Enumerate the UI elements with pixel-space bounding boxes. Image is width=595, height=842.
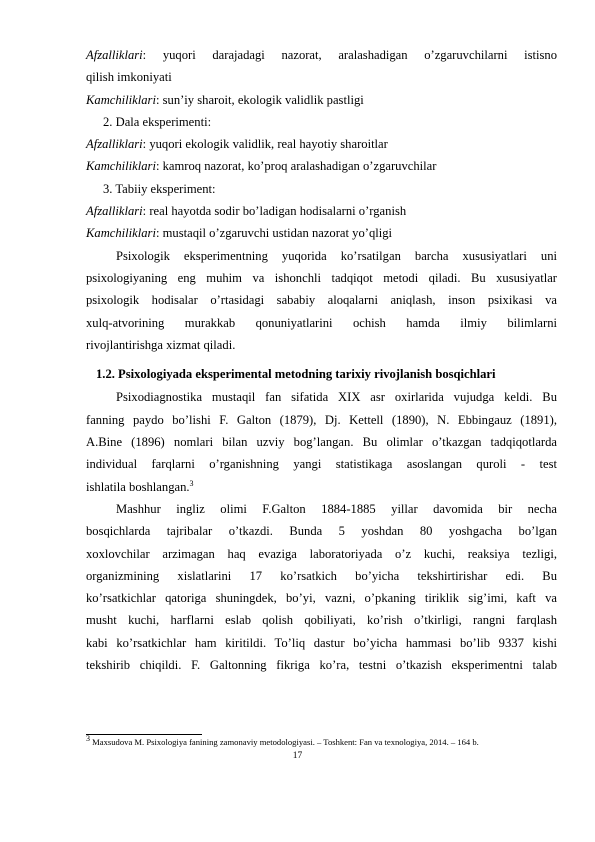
footnote-divider [86,734,202,735]
text-line: Psixodiagnostika mustaqil fan sifatida XIX asr oxirlarida vujudga keldi. Bu [116,390,557,405]
text-line: ishlatila boshlangan.$^3$ [86,478,194,494]
term-disadvantages: Kamchiliklari [86,159,156,174]
text-line: tekshirib chiqildi. F. Galtonning fikriga ko’ra, testni o’tkazish eksperimentni talab [86,658,557,673]
text-line: qilish imkoniyati [86,70,172,85]
text-line: kabi ko’rsatkichlar ham kiritildi. To’liq dastur bo’yicha hammasi bo’lib 9337 kishi [86,635,557,650]
page-number: 17 [292,751,303,761]
footnote-mark: 3 [86,734,90,744]
text-line: bosqichlarda tajribalar o’tkazdi. Bunda 5 yoshdan 80 yoshgacha bo’lgan [86,524,557,539]
text-line: musht kuchi, harflarni eslab qolish qobiliyati, ko’rish o’tkirligi, rangni farqlash [86,613,557,628]
text-line: Psixologik eksperimentning yuqorida ko’rsatilgan barcha xususiyatlari uni [116,248,557,263]
paragraph-summary [86,245,557,356]
section-heading: 1.2. Psixologiyada eksperimental metodning tarixiy rivojlanish bosqichlari [96,367,496,382]
text-line: xulq-atvorining murakkab qonuniyatlarini ochish hamda ilmiy bilimlarni [86,315,557,330]
page-body [86,44,557,676]
term-advantages: Afzalliklari [86,137,143,152]
text-line: A.Bine (1896) nomlari bilan uzviy bog’langan. Bu olimlar o’tkazgan tadqiqotlarda [86,435,557,450]
text-line: Afzalliklari: yuqori ekologik validlik, real hayotiy sharoitlar [86,137,388,152]
text-line: Afzalliklari: yuqori darajadagi nazorat, aralashadigan o’zgaruvchilarni istisno [86,48,557,62]
text-line: Mashhur ingliz olimi F.Galton 1884-1885 yillar davomida bir necha [116,501,557,516]
text-line: psixologik hodisalar o’rtasidagi sababiy aloqalarni aniqlash, inson psixikasi va [86,293,557,308]
text-line: xoxlovchilar arzimagan haq evaziga laboratoriyada o’z kuchi, reaksiya tezligi, [86,546,557,561]
term-disadvantages: Kamchiliklari [86,226,156,241]
text-line: organizmining xislatlarini 17 ko’rsatkich bo’yicha tekshirtirishar edi. Bu [86,568,557,583]
text-line: ko’rsatkichlar qatoriga shuningdek, bo’yi, vazni, o’pkaning tiriklik sig’imi, kaft va [86,591,557,606]
text-line: Afzalliklari: real hayotda sodir bo’ladigan hodisalarni o’rganish [86,204,407,219]
text-line: fanning paydo bo’lishi F. Galton (1879), Dj. Kettell (1890), N. Ebbingauz (1891), [86,412,557,427]
term-advantages: Afzalliklari [86,204,143,219]
text-line: Kamchiliklari: sun’iy sharoit, ekologik validlik pastligi [86,92,364,107]
text-line: individual farqlarni o’rganishning yangi statistikaga asoslangan quroli - test [86,457,557,472]
text-line: psixologiyaning eng muhim va ishonchli tadqiqot metodi qiladi. Bu xususiyatlar [86,270,557,285]
term-disadvantages: Kamchiliklari [86,92,156,107]
text-line: Kamchiliklari: kamroq nazorat, ko’proq aralashadigan o’zgaruvchilar [86,159,437,174]
term-advantages: Afzalliklari [86,48,143,62]
list-item-natural-experiment: 3. Tabiiy eksperiment: [103,181,216,196]
text-line: rivojlantirishga xizmat qiladi. [86,337,236,352]
paragraph-galton [86,498,557,676]
footnote-reference[interactable]: 3 [189,478,194,488]
paragraph-history [86,386,557,497]
text-line: Kamchiliklari: mustaqil o’zgaruvchi ustidan nazorat yo’qligi [86,226,393,241]
list-item-field-experiment: 2. Dala eksperimenti: [103,114,212,129]
footnote: $^3$ Maxsudova M. Psixologiya fanining zamonaviy metodologiyasi. – Toshkent: Fan va texnologiya, 2014. – 164 b. [86,734,479,747]
